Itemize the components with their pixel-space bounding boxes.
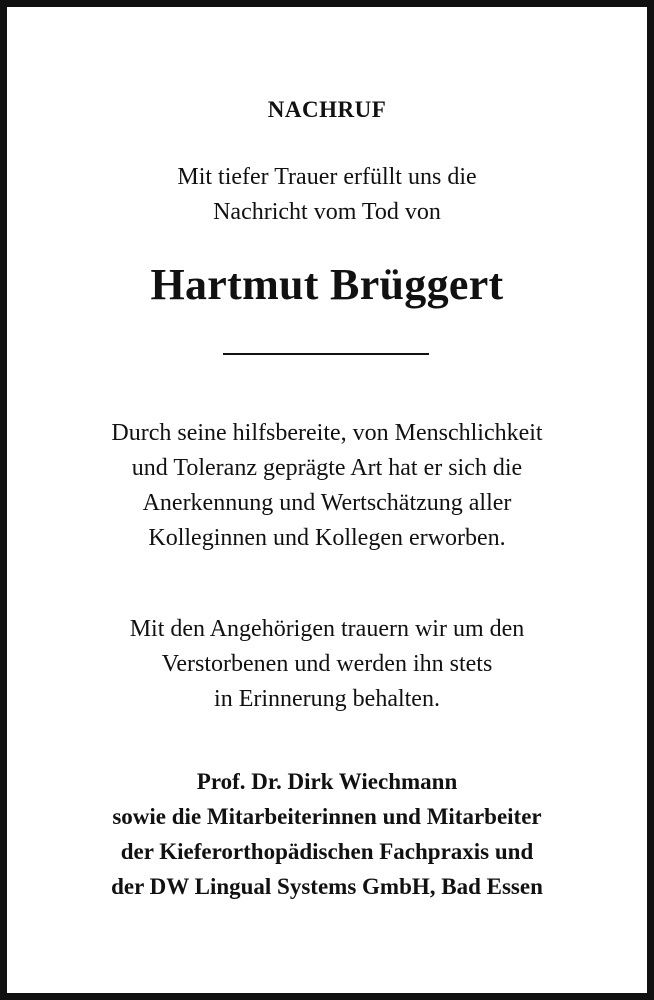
- tribute-line: Durch seine hilfsbereite, von Menschlichkeit: [111, 420, 543, 446]
- divider-rule: [223, 353, 429, 355]
- tribute-line: Kolleginnen und Kollegen erworben.: [148, 525, 506, 551]
- condolence-paragraph: [7, 612, 647, 717]
- intro-line: Mit tiefer Trauer erfüllt uns die: [177, 164, 477, 190]
- tribute-line: und Toleranz geprägte Art hat er sich die: [131, 455, 523, 481]
- intro-text: [7, 160, 647, 230]
- condolence-line: Mit den Angehörigen trauern wir um den: [129, 616, 525, 642]
- signature-line: der Kieferorthopädischen Fachpraxis und: [120, 839, 534, 864]
- notice-heading: NACHRUF: [267, 97, 387, 122]
- signature-line: sowie die Mitarbeiterinnen und Mitarbeiter: [112, 804, 542, 829]
- intro-line: Nachricht vom Tod von: [213, 199, 441, 225]
- signature-line: der DW Lingual Systems GmbH, Bad Essen: [111, 874, 543, 899]
- signature-line: Prof. Dr. Dirk Wiechmann: [196, 769, 458, 794]
- deceased-name: Hartmut Brüggert: [150, 260, 504, 309]
- tribute-line: Anerkennung und Wertschätzung aller: [142, 490, 512, 516]
- signature-block: [7, 764, 647, 904]
- condolence-line: in Erinnerung behalten.: [214, 686, 440, 712]
- condolence-line: Verstorbenen und werden ihn stets: [161, 651, 493, 677]
- tribute-paragraph: [7, 416, 647, 556]
